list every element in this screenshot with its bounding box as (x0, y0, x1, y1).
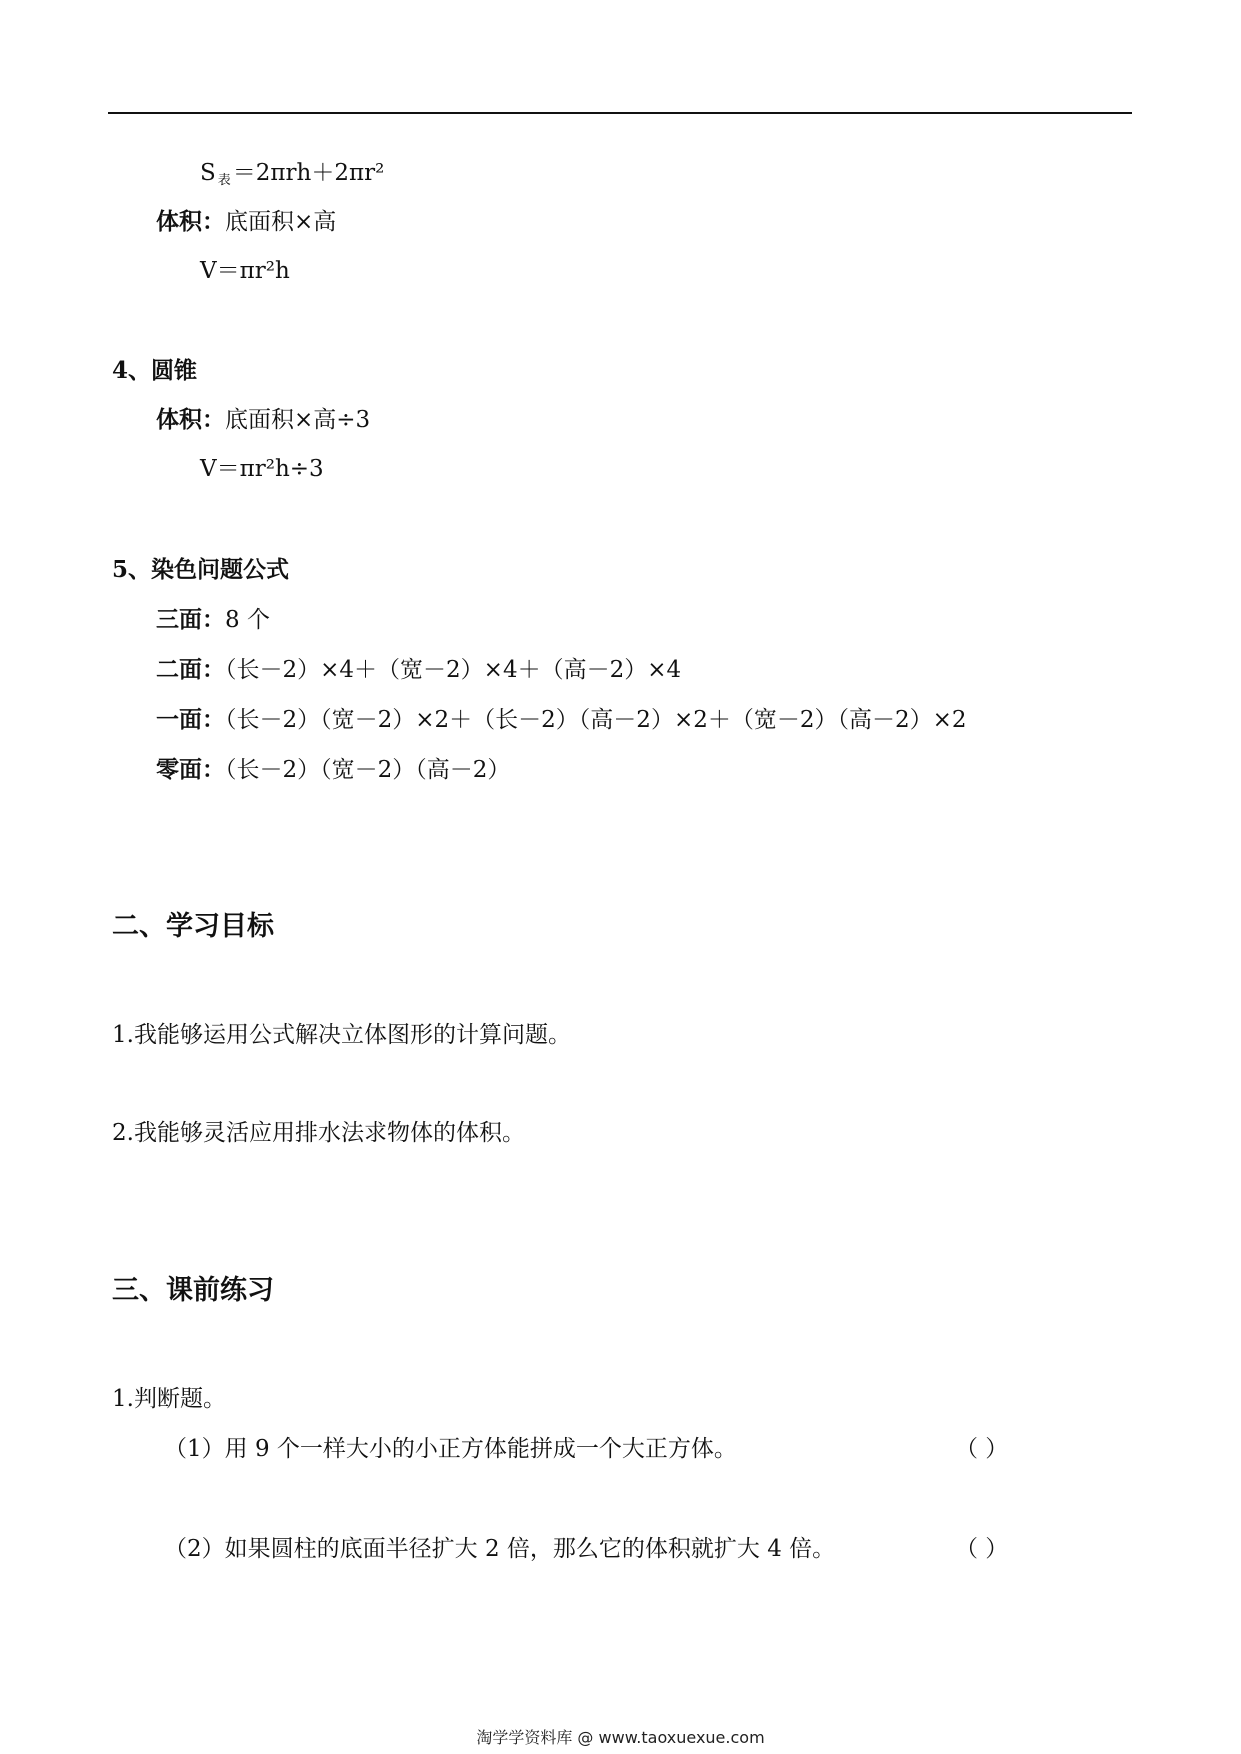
surface-formula-prefix: S (200, 160, 216, 186)
dyeing-row-label: 三面： (156, 606, 225, 633)
dyeing-row-label: 二面： (156, 656, 225, 683)
dyeing-row-text: （长－2）×4＋（宽－2）×4＋（高－2）×4 (225, 657, 682, 683)
header-rule (108, 112, 1132, 114)
cylinder-volume-text: 底面积×高 (225, 209, 337, 235)
practice-heading: 三、课前练习 (112, 1275, 274, 1306)
dyeing-row-text: （长－2）（宽－2）×2＋（长－2）（高－2）×2＋（宽－2）（高－2）×2 (225, 707, 967, 733)
cylinder-volume-label: 体积： (156, 208, 225, 235)
dyeing-row-zero-faces (156, 755, 510, 785)
practice-item: （1）用 9 个一样大小的小正方体能拼成一个大正方体。 (164, 1436, 737, 1462)
dyeing-row-one-face (156, 705, 967, 735)
dyeing-row-label: 零面： (156, 756, 225, 783)
answer-box[interactable]: （ ） (955, 1536, 1009, 1562)
answer-box[interactable]: （ ） (955, 1436, 1009, 1462)
dyeing-heading: 5、染色问题公式 (112, 556, 290, 583)
cylinder-surface-formula (200, 158, 384, 196)
surface-formula-rest: ＝2πrh＋2πr² (232, 160, 385, 186)
goals-heading: 二、学习目标 (112, 911, 274, 942)
cone-volume-text: 底面积×高÷3 (225, 407, 371, 433)
dyeing-row-three-faces (156, 605, 270, 635)
cone-volume-formula: V＝πr²h÷3 (200, 456, 324, 482)
dyeing-row-text: （长－2）（宽－2）（高－2） (225, 757, 511, 783)
cone-heading: 4、圆锥 (112, 357, 198, 384)
cone-volume-label: 体积： (156, 406, 225, 433)
practice-question-title: 1.判断题。 (112, 1386, 226, 1412)
cylinder-volume-line (156, 207, 336, 237)
cone-volume-line (156, 405, 370, 435)
surface-formula-subscript: 表 (217, 173, 231, 188)
goal-item: 2.我能够灵活应用排水法求物体的体积。 (112, 1120, 525, 1146)
dyeing-row-text: 8 个 (225, 607, 270, 633)
dyeing-row-label: 一面： (156, 706, 225, 733)
dyeing-row-two-faces (156, 655, 681, 685)
cylinder-volume-formula: V＝πr²h (200, 258, 290, 284)
footer-watermark: 淘学学资料库 @ www.taoxuexue.com (476, 1728, 765, 1747)
practice-item: （2）如果圆柱的底面半径扩大 2 倍，那么它的体积就扩大 4 倍。 (164, 1536, 836, 1562)
goal-item: 1.我能够运用公式解决立体图形的计算问题。 (112, 1022, 571, 1048)
